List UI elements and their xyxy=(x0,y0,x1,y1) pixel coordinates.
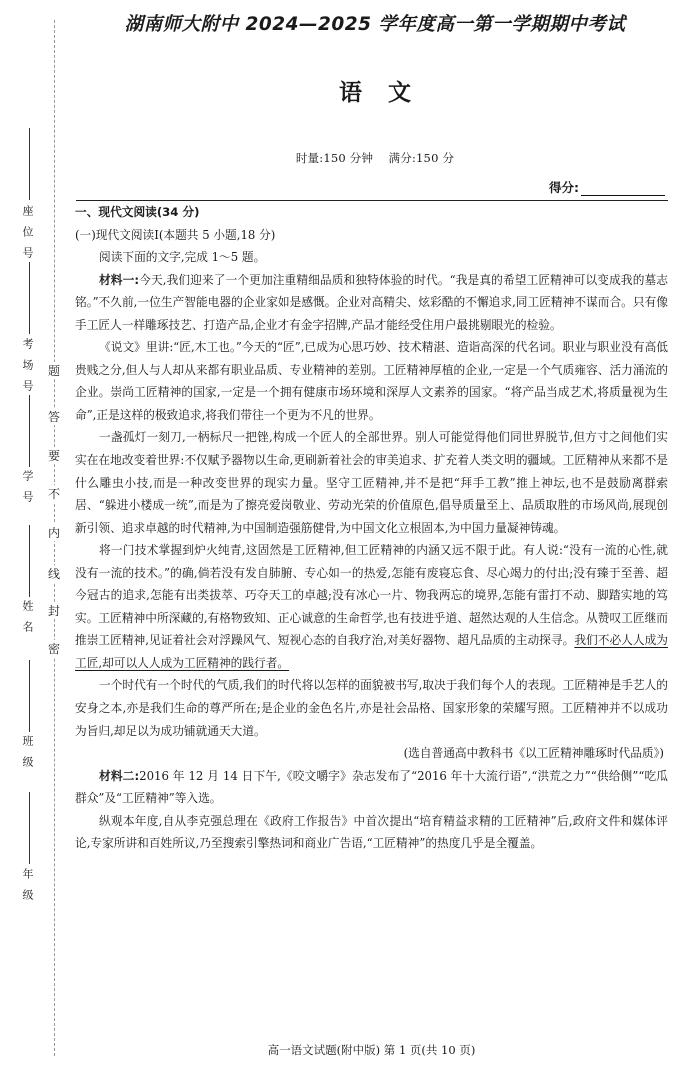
seat-number-label: 座位号 xyxy=(21,205,34,268)
grade-line xyxy=(29,792,30,864)
exam-title: 湖南师大附中 2024—2025 学年度高一第一学期期中考试 xyxy=(124,14,626,35)
paragraph: 纵观本年度,自从李克强总理在《政府工作报告》中首次提出“培育精益求精的工匠精神”后,政府文件和媒体评论,专家所讲和百姓所议,乃至搜索引擎热词和商业广告语,“工匠精神”的热度几乎是全覆盖。 xyxy=(75,813,668,851)
material-label: 材料二: xyxy=(99,768,140,783)
source-citation: (选自普通高中教科书《以工匠精神雕琢时代品质》) xyxy=(403,746,664,761)
student-id-label: 学号 xyxy=(21,470,34,512)
name-line xyxy=(29,525,30,597)
seal-char: 封 xyxy=(47,604,60,618)
paragraph-text: 今天,我们迎来了一个更加注重精细品质和独特体验的时代。“我是真的希望工匠精神可以变成我的墓志铭。”不久前,一位生产智能电器的企业家如是感慨。企业对高精尖、炫彩酷的不懈追求,同工匠精神不谋而合。只有像手工匠人一样雕琢技艺、打造产品,企业才有金字招牌,产品才能经受住用户最挑剔眼光的检验。 xyxy=(75,272,668,332)
grade-label: 年级 xyxy=(21,868,34,910)
name-label: 姓名 xyxy=(21,600,34,642)
paragraph: 一个时代有一个时代的气质,我们的时代将以怎样的面貌被书写,取决于我们每个人的表现。工匠精神是手艺人的安身之本,亦是我们生命的尊严所在;是企业的金色名片,亦是社会品格、国家形象的荣耀写照。工匠精神并不以成功为旨归,却足以为成功铺就通天大道。 xyxy=(75,678,668,738)
seal-char: 线 xyxy=(47,567,60,581)
seal-char: 题 xyxy=(47,364,60,378)
material-label: 材料一: xyxy=(99,272,140,287)
paragraph: 《说文》里讲:“匠,木工也。”今天的“匠”,已成为心思巧妙、技术精湛、造诣高深的代名词。职业与职业没有高低贵贱之分,但人与人却从来都有职业品质、专业精神的差别。工匠精神厚植的企业,一定是一个气质雍容、活力涌流的企业。崇尚工匠精神的国家,一定是一个拥有健康市场环境和深厚人文素养的国家。“将产品当成艺术,将质量视为生命”,正是这样的极致追求,将我们带往一个更为不凡的世界。 xyxy=(75,340,668,422)
instruction-text: 阅读下面的文字,完成 1～5 题。 xyxy=(99,250,266,265)
paragraph-text: 2016 年 12 月 14 日下午,《咬文嚼字》杂志发布了“2016 年十大流行语”,“洪荒之力”“供给侧”“吃瓜群众”及“工匠精神”等入选。 xyxy=(75,768,668,806)
section-heading: 一、现代文阅读(34 分) xyxy=(75,205,200,219)
score-blank xyxy=(581,182,665,196)
time-info: 时量:150 分钟 满分:150 分 xyxy=(295,151,455,165)
subject-title: 语文 xyxy=(339,80,437,106)
seal-char: 密 xyxy=(47,642,60,656)
page-footer: 高一语文试题(附中版) 第 1 页(共 10 页) xyxy=(267,1043,476,1057)
paragraph: 一盏孤灯一刻刀,一柄标尺一把锉,构成一个匠人的全部世界。别人可能觉得他们同世界脱节,但方寸之间他们实实在在地改变着世界:不仅赋予器物以生命,更刷新着社会的审美追求、扩充着人类文明的疆域。工匠精神从来都不是什么雕虫小技,而是一种改变世界的现实力量。坚守工匠精神,并不是把“拜手工教”推上神坛,也不是鼓励离群索居、“躲进小楼成一统”,而是为了擦亮爱岗敬业、劳动光荣的价值原色,倡导质量至上、品质取胜的市场风尚,展现创新引领、追求卓越的时代精神,为中国制造强筋健骨,为中国文化立根固本,为中国力量凝神铸魂。 xyxy=(75,430,668,535)
paragraph xyxy=(75,539,668,674)
seal-char: 内 xyxy=(47,526,60,540)
score-field xyxy=(549,178,665,196)
seal-char: 答 xyxy=(47,410,60,424)
subsection-heading: (一)现代文阅读Ⅰ(本题共 5 小题,18 分) xyxy=(75,227,276,242)
paragraph xyxy=(75,765,668,810)
score-label: 得分: xyxy=(549,180,579,195)
seal-char: 要 xyxy=(47,449,60,463)
class-label: 班级 xyxy=(21,735,34,777)
class-line xyxy=(29,660,30,732)
exam-room-label: 考场号 xyxy=(21,338,34,401)
student-id-line xyxy=(29,395,30,467)
paragraph-text: 将一门技术掌握到炉火纯青,这固然是工匠精神,但工匠精神的内涵又远不限于此。有人说:“没有一流的心性,就没有一流的技术。”的确,倘若没有发自肺腑、专心如一的热爱,怎能有废寝忘食、尽心竭力的付出;没有臻于至善、超今冠古的追求,怎能有出类拔萃、巧夺天工的卓越;没有冰心一片、物我两忘的境界,怎能有雷打不动、脚踏实地的笃实。工匠精神中所深藏的,有格物致知、正心诚意的生命哲学,也有技进乎道、超然达观的人生信念。从赞叹工匠继而推崇工匠精神,见证着社会对浮躁风气、短视心态的自我疗治,对美好器物、超凡品质的主动探寻。 xyxy=(75,543,668,648)
seal-char: 不 xyxy=(47,487,60,501)
seat-number-line xyxy=(29,128,30,200)
paragraph xyxy=(75,269,668,337)
exam-room-line xyxy=(29,262,30,334)
underlined-sentence: 我们不必人人成为工匠,却可以人人成为工匠精神的践行者。 xyxy=(75,633,668,670)
reading-content xyxy=(75,201,668,855)
